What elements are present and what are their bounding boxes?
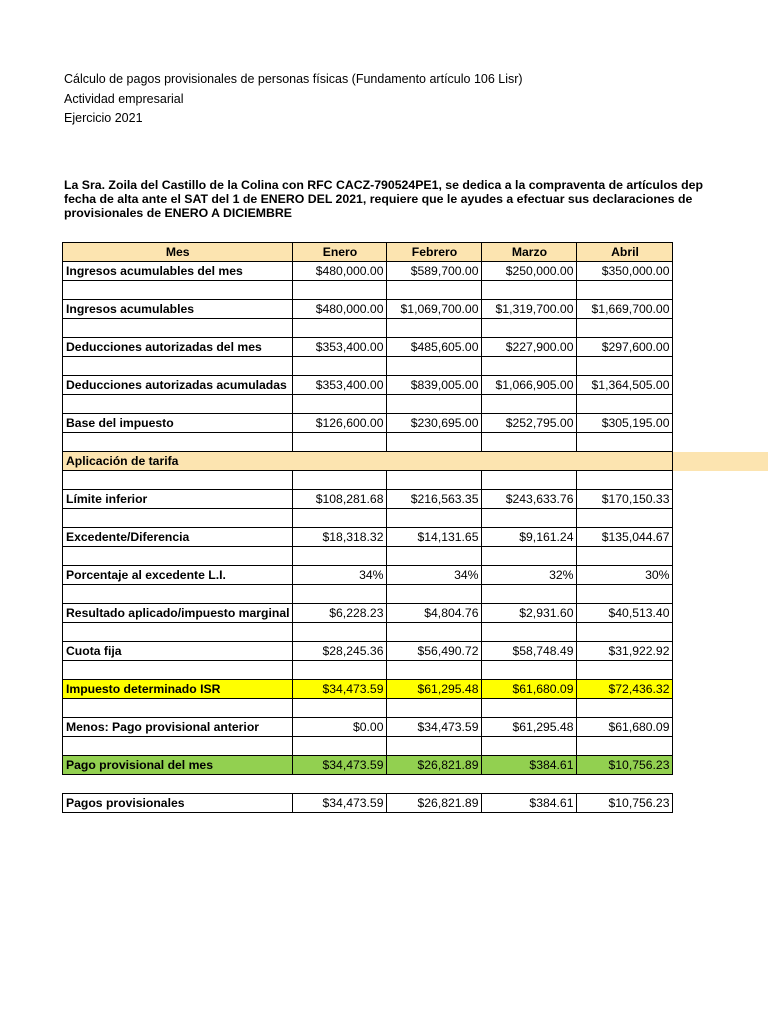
cell-value: $353,400.00 (293, 376, 387, 395)
cell-value: $28,245.36 (293, 642, 387, 661)
statement-line: fecha de alta ante el SAT del 1 de ENERO DEL 2021, requiere que le ayudes a efectuar sus declaraciones de (64, 192, 693, 206)
statement-line: La Sra. Zoila del Castillo de la Colina con RFC CACZ-790524PE1, se dedica a la compraventa de artículos dep (64, 178, 703, 192)
cell-value: $243,633.76 (482, 490, 577, 509)
cell-value: $0.00 (293, 718, 387, 737)
row-label: Resultado aplicado/impuesto marginal (63, 604, 293, 623)
table-header-row (63, 243, 673, 262)
table-row (63, 566, 673, 585)
cell-value: $1,069,700.00 (387, 300, 482, 319)
cell-value: $40,513.40 (577, 604, 673, 623)
cell-value: $9,161.24 (482, 528, 577, 547)
cell-value: $1,364,505.00 (577, 376, 673, 395)
cell-value: $10,756.23 (577, 756, 673, 775)
row-label: Ingresos acumulables del mes (63, 262, 293, 281)
cell-value: $480,000.00 (293, 300, 387, 319)
cell-value: $72,436.32 (577, 680, 673, 699)
row-label: Excedente/Diferencia (63, 528, 293, 547)
row-label: Deducciones autorizadas acumuladas (63, 376, 293, 395)
row-label: Deducciones autorizadas del mes (63, 338, 293, 357)
cell-value: $34,473.59 (293, 756, 387, 775)
document-subtitle: Actividad empresarial (64, 92, 184, 106)
cell-value: $839,005.00 (387, 376, 482, 395)
col-header-marzo: Marzo (482, 243, 577, 262)
table-row (63, 414, 673, 433)
pagos-provisionales-row (63, 794, 673, 813)
cell-value: $34,473.59 (293, 794, 387, 813)
cell-value: $216,563.35 (387, 490, 482, 509)
table-row (63, 604, 673, 623)
cell-value: $108,281.68 (293, 490, 387, 509)
col-header-febrero: Febrero (387, 243, 482, 262)
cell-value: $297,600.00 (577, 338, 673, 357)
cell-value: 32% (482, 566, 577, 585)
cell-value: $10,756.23 (577, 794, 673, 813)
cell-value: $58,748.49 (482, 642, 577, 661)
cell-value: $252,795.00 (482, 414, 577, 433)
cell-value: $14,131.65 (387, 528, 482, 547)
cell-value: $1,066,905.00 (482, 376, 577, 395)
section-fill-extension (662, 452, 768, 471)
cell-value: $126,600.00 (293, 414, 387, 433)
table-row (63, 528, 673, 547)
cell-value: $250,000.00 (482, 262, 577, 281)
cell-value: $61,680.09 (482, 680, 577, 699)
statement-line: provisionales de ENERO A DICIEMBRE (64, 206, 292, 220)
section-label: Aplicación de tarifa (63, 452, 673, 471)
table-row (63, 262, 673, 281)
cell-value: $34,473.59 (387, 718, 482, 737)
cell-value: $1,669,700.00 (577, 300, 673, 319)
table-row (63, 300, 673, 319)
cell-value: $26,821.89 (387, 794, 482, 813)
cell-value: $227,900.00 (482, 338, 577, 357)
table-row (63, 376, 673, 395)
cell-value: 30% (577, 566, 673, 585)
table-row (63, 718, 673, 737)
row-label: Base del impuesto (63, 414, 293, 433)
col-header-abril: Abril (577, 243, 673, 262)
table-row (63, 642, 673, 661)
cell-value: $61,295.48 (387, 680, 482, 699)
cell-value: $135,044.67 (577, 528, 673, 547)
cell-value: $2,931.60 (482, 604, 577, 623)
cell-value: 34% (293, 566, 387, 585)
cell-value: $61,680.09 (577, 718, 673, 737)
cell-value: $305,195.00 (577, 414, 673, 433)
cell-value: $589,700.00 (387, 262, 482, 281)
row-label: Cuota fija (63, 642, 293, 661)
row-label: Impuesto determinado ISR (63, 680, 293, 699)
cell-value: $26,821.89 (387, 756, 482, 775)
row-label: Menos: Pago provisional anterior (63, 718, 293, 737)
cell-value: $34,473.59 (293, 680, 387, 699)
cell-value: $4,804.76 (387, 604, 482, 623)
cell-value: $230,695.00 (387, 414, 482, 433)
cell-value: $480,000.00 (293, 262, 387, 281)
cell-value: $56,490.72 (387, 642, 482, 661)
cell-value: $1,319,700.00 (482, 300, 577, 319)
cell-value: $6,228.23 (293, 604, 387, 623)
row-label: Pago provisional del mes (63, 756, 293, 775)
row-label: Pagos provisionales (63, 794, 293, 813)
row-label: Ingresos acumulables (63, 300, 293, 319)
cell-value: $170,150.33 (577, 490, 673, 509)
cell-value: 34% (387, 566, 482, 585)
cell-value: $18,318.32 (293, 528, 387, 547)
problem-statement (64, 178, 768, 220)
table-row (63, 338, 673, 357)
row-label: Límite inferior (63, 490, 293, 509)
cell-value: $31,922.92 (577, 642, 673, 661)
calculation-table (62, 242, 673, 813)
pago-provisional-row (63, 756, 673, 775)
row-label: Porcentaje al excedente L.I. (63, 566, 293, 585)
document-title: Cálculo de pagos provisionales de personas físicas (Fundamento artículo 106 Lisr) (64, 72, 523, 86)
col-header-enero: Enero (293, 243, 387, 262)
section-header-row (63, 452, 673, 471)
col-header-mes: Mes (63, 243, 293, 262)
impuesto-row (63, 680, 673, 699)
cell-value: $384.61 (482, 794, 577, 813)
cell-value: $350,000.00 (577, 262, 673, 281)
document-year: Ejercicio 2021 (64, 111, 143, 125)
cell-value: $384.61 (482, 756, 577, 775)
cell-value: $485,605.00 (387, 338, 482, 357)
table-row (63, 490, 673, 509)
cell-value: $61,295.48 (482, 718, 577, 737)
cell-value: $353,400.00 (293, 338, 387, 357)
